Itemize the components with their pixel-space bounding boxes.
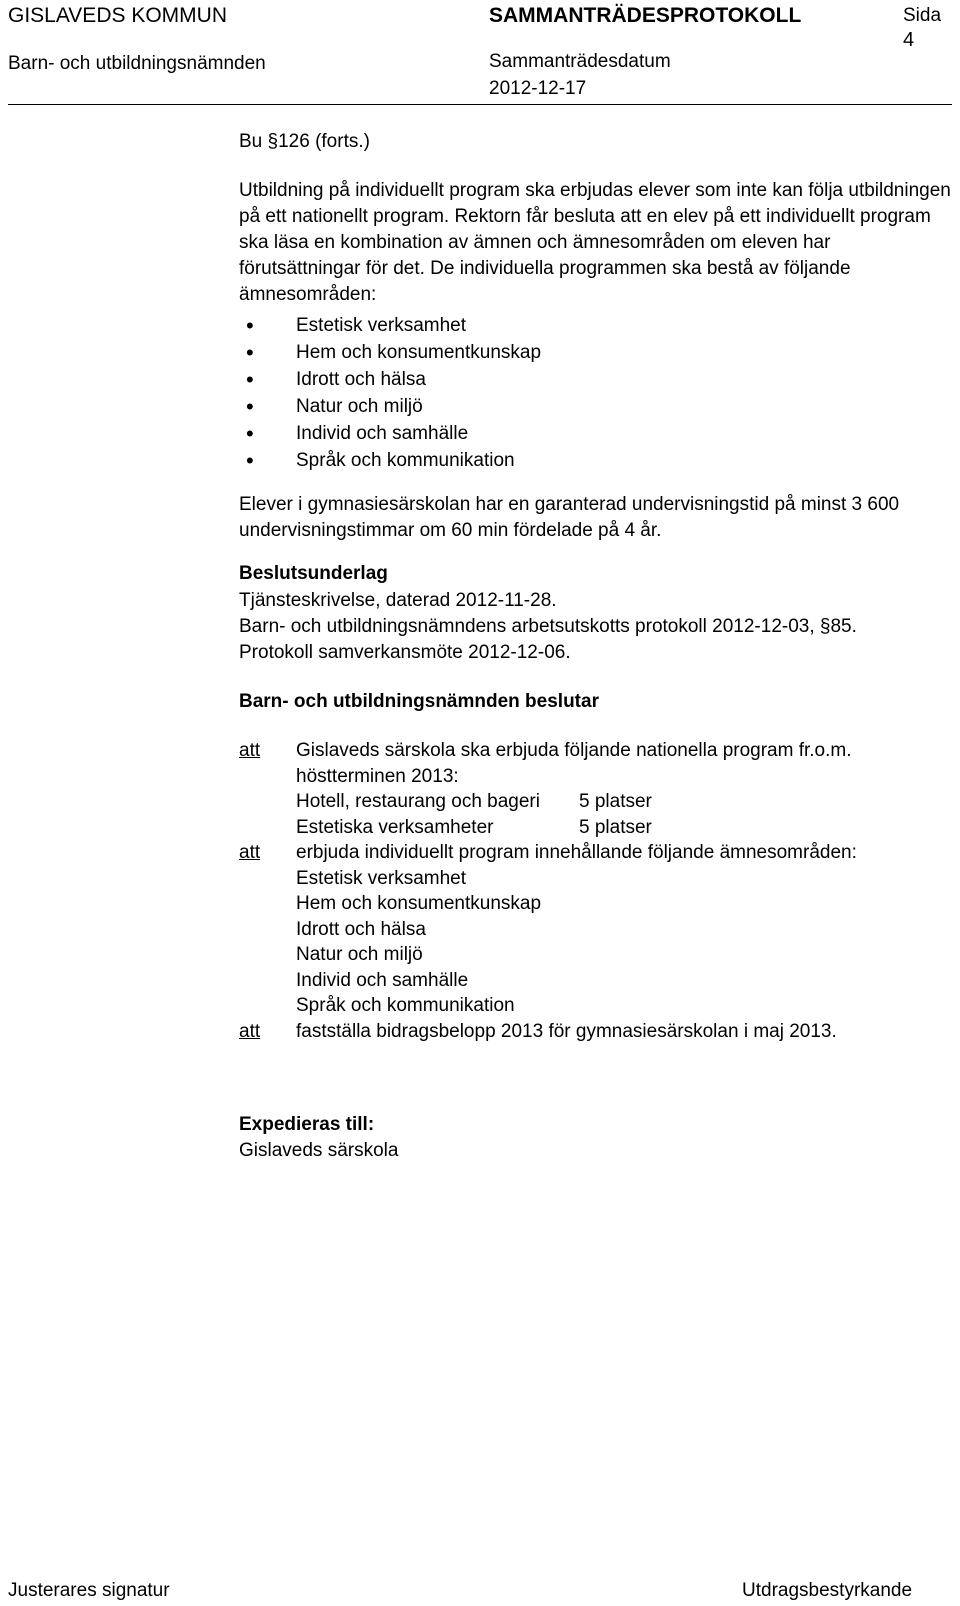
- protocol-body: [239, 128, 951, 1044]
- list-item: • Natur och miljö: [239, 393, 951, 420]
- meeting-date-label: Sammanträdesdatum: [489, 51, 671, 72]
- basis-item: Tjänsteskrivelse, daterad 2012-11-28.: [239, 590, 557, 611]
- decision-list: att Gislaveds särskola ska erbjuda följande nationella program fr.o.m. höstterminen 2013: Hotell, restaurang och bageri 5 platser Estetiska verksamheter 5 platser att erbjuda individuellt program innehållande följande ämnesområden: Estetisk verksamhet Hem och konsumentkunskap Idrott och hälsa Natur och miljö Individ och samhälle Språk och kommunikation att fastställa bidragsbelopp 2013 för gymnasiesärskolan i maj 2013.: [239, 738, 951, 1044]
- list-item: • Språk och kommunikation: [239, 447, 951, 474]
- dispatch-section: [239, 1112, 398, 1164]
- extract-certification-label: Utdragsbestyrkande: [742, 1580, 913, 1601]
- header-divider: [8, 104, 952, 105]
- section-reference: Bu §126 (forts.): [239, 131, 370, 152]
- dispatch-heading: Expedieras till:: [239, 1114, 375, 1135]
- basis-heading: Beslutsunderlag: [239, 563, 388, 584]
- decision-item: att erbjuda individuellt program innehållande följande ämnesområden:: [239, 840, 951, 866]
- program-name: Estetiska verksamheter: [296, 816, 494, 838]
- basis-item: Protokoll samverkansmöte 2012-12-06.: [239, 642, 571, 663]
- list-item: Individ och samhälle: [296, 969, 469, 991]
- basis-item: Barn- och utbildningsnämndens arbetsutskotts protokoll 2012-12-03, §85.: [239, 616, 857, 637]
- att-label: att: [239, 740, 261, 761]
- program-places: 5 platser: [579, 816, 652, 838]
- list-item: Idrott och hälsa: [296, 918, 426, 940]
- decision-item: att Gislaveds särskola ska erbjuda följande nationella program fr.o.m.: [239, 738, 951, 764]
- decision-item: att fastställa bidragsbelopp 2013 för gymnasiesärskolan i maj 2013.: [239, 1019, 951, 1045]
- att-label: att: [239, 842, 261, 863]
- dispatch-recipient: Gislaveds särskola: [239, 1140, 399, 1161]
- page-label: Sida: [903, 5, 942, 26]
- list-item: Hem och konsumentkunskap: [296, 893, 542, 914]
- document-type: SAMMANTRÄDESPROTOKOLL: [489, 4, 802, 27]
- instruction-time-paragraph: Elever i gymnasiesärskolan har en garanterad undervisningstid på minst 3 600 undervisningstimmar om 60 min fördelade på 4 år.: [239, 494, 900, 541]
- list-item: • Hem och konsumentkunskap: [239, 339, 951, 366]
- list-item: Estetisk verksamhet: [296, 867, 466, 889]
- program-name: Hotell, restaurang och bageri: [296, 791, 540, 812]
- list-item: • Individ och samhälle: [239, 420, 951, 447]
- page-number: 4: [903, 29, 915, 51]
- att-label: att: [239, 1020, 261, 1042]
- subject-list: [239, 312, 951, 474]
- program-places: 5 platser: [579, 791, 652, 812]
- list-item: Språk och kommunikation: [296, 995, 515, 1016]
- department-name: Barn- och utbildningsnämnden: [8, 53, 266, 74]
- list-item: Natur och miljö: [296, 944, 423, 965]
- organization-name: GISLAVEDS KOMMUN: [8, 4, 227, 27]
- list-item: • Estetisk verksamhet: [239, 312, 951, 339]
- program-row: [239, 815, 951, 841]
- program-row: [239, 789, 951, 815]
- adjuster-signature-label: Justerares signatur: [8, 1580, 170, 1601]
- list-item: • Idrott och hälsa: [239, 366, 951, 393]
- meeting-date: 2012-12-17: [489, 78, 587, 99]
- decision-heading: Barn- och utbildningsnämnden beslutar: [239, 691, 599, 712]
- intro-paragraph: Utbildning på individuellt program ska erbjudas elever som inte kan följa utbildningen på ett nationellt program. Rektorn får besluta att en elev på ett individuellt program ska läsa en kombination av ämnen och ämnesområden om eleven har förutsättningar för det. De individuella programmen ska bestå av följande ämnesområden:: [239, 180, 951, 305]
